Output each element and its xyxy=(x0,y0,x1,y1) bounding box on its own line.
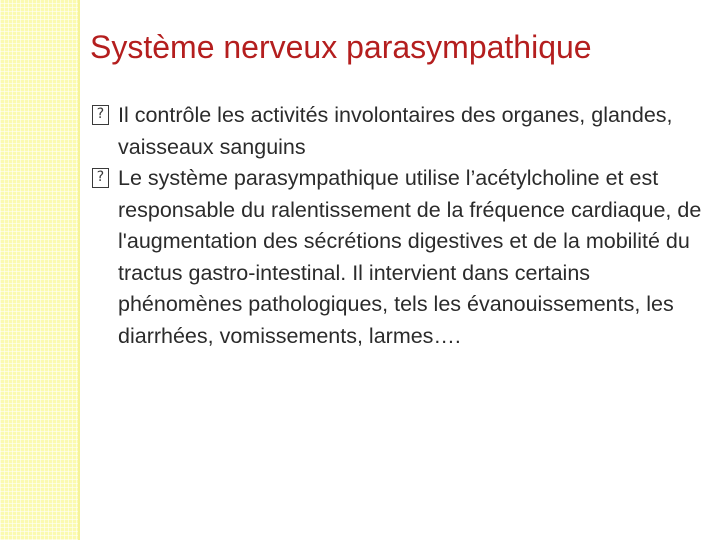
missing-glyph-box-icon xyxy=(92,105,109,125)
decorative-side-edge xyxy=(78,0,80,540)
decorative-side-band xyxy=(0,0,78,540)
bullet-item xyxy=(92,100,707,163)
slide-title: Système nerveux parasympathique xyxy=(90,29,592,65)
bullet-text: Le système parasympathique utilise l’acétylcholine et est responsable du ralentissement de la fréquence cardiaque, de l'augmentation des sécrétions digestives et de la mobilité du tractus gastro-intestinal. Il intervient dans certains phénomènes pathologiques, tels les évanouissements, les diarrhées, vomissements, larmes…. xyxy=(118,166,702,348)
missing-glyph-box-icon xyxy=(92,168,109,188)
bullet-list xyxy=(92,100,707,352)
bullet-item xyxy=(92,163,707,352)
bullet-text: Il contrôle les activités involontaires des organes, glandes, vaisseaux sanguins xyxy=(118,103,673,159)
